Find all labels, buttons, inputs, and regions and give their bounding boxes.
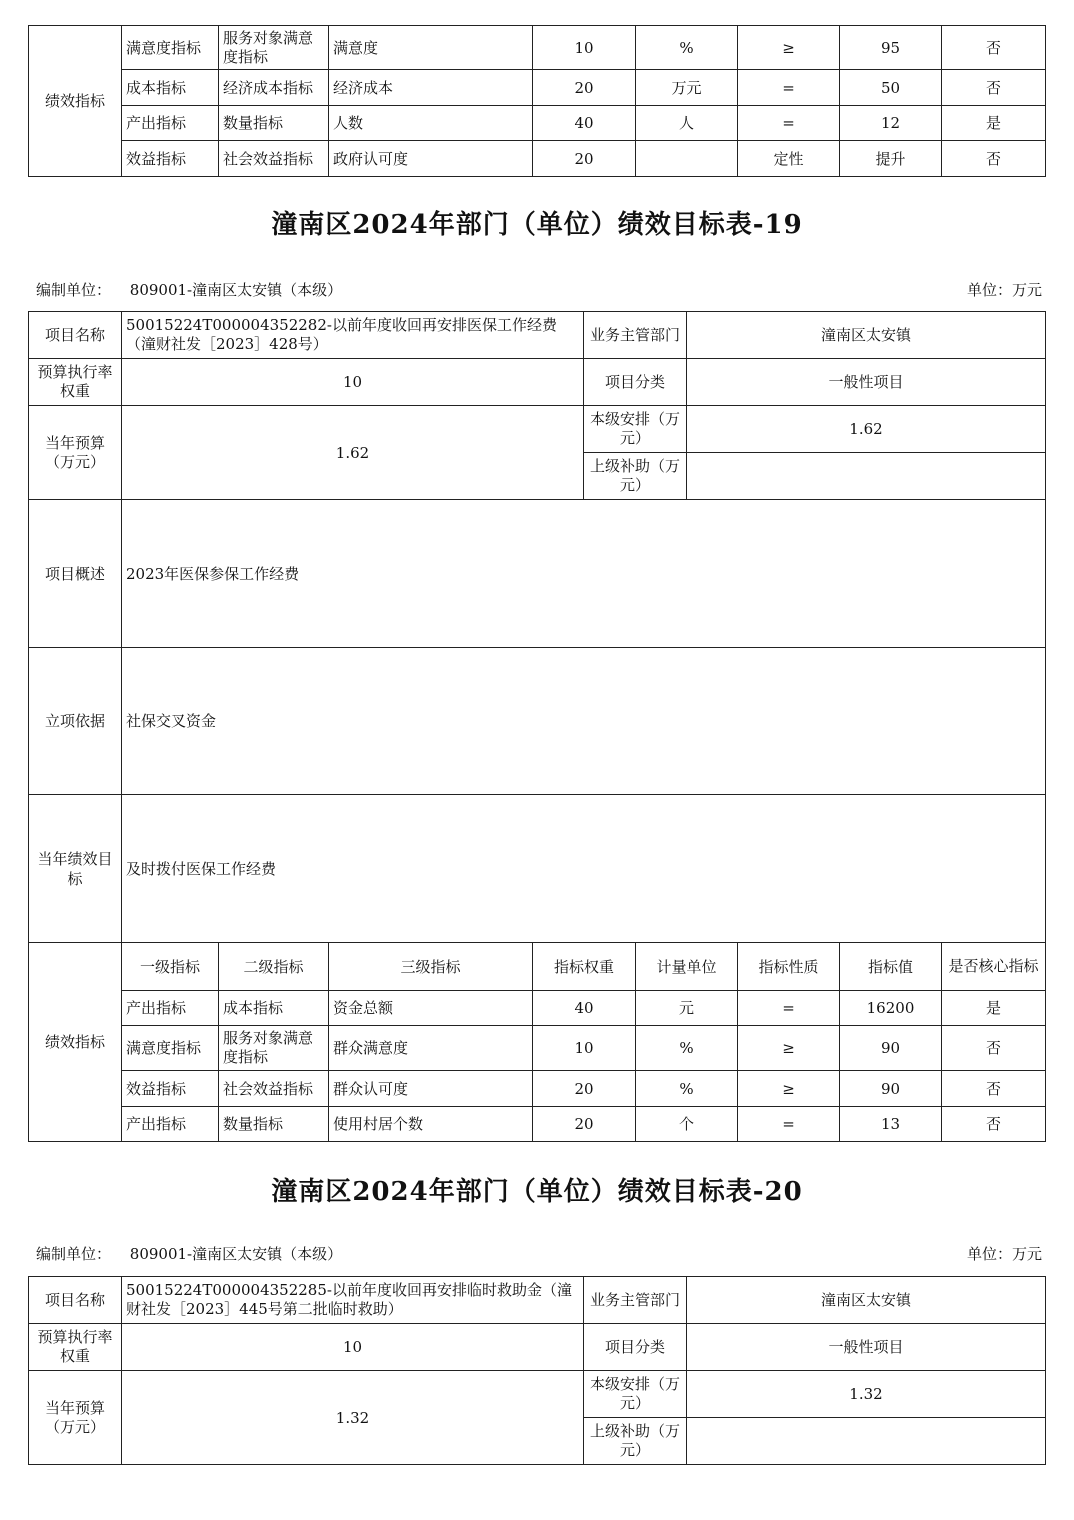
cell: ≥ bbox=[738, 26, 840, 70]
table-row bbox=[29, 1371, 1046, 1418]
dept-value: 潼南区太安镇 bbox=[687, 1277, 1046, 1324]
cell: 95 bbox=[840, 26, 942, 70]
cell: 否 bbox=[942, 1107, 1046, 1142]
cell: % bbox=[636, 1071, 738, 1107]
cell: 满意度指标 bbox=[122, 26, 219, 70]
currency-label: 单位：万元 bbox=[966, 1245, 1042, 1263]
dept-label: 业务主管部门 bbox=[584, 1277, 687, 1324]
category-label: 项目分类 bbox=[584, 1324, 687, 1371]
cell: 定性 bbox=[738, 141, 840, 177]
cell: 产出指标 bbox=[122, 106, 219, 141]
table-row bbox=[29, 991, 1046, 1026]
cell: 否 bbox=[942, 1026, 1046, 1071]
cell: 16200 bbox=[840, 991, 942, 1026]
budget-value: 1.32 bbox=[122, 1371, 584, 1465]
cell: 满意度 bbox=[329, 26, 533, 70]
column-header: 指标值 bbox=[840, 943, 942, 991]
cell: 20 bbox=[533, 70, 636, 106]
unit-value: 809001-潼南区太安镇（本级） bbox=[129, 1245, 343, 1263]
unit-label: 编制单位： bbox=[36, 281, 112, 299]
basis-label: 立项依据 bbox=[29, 648, 122, 795]
category-value: 一般性项目 bbox=[687, 359, 1046, 406]
cell: 元 bbox=[636, 991, 738, 1026]
subsidy-label: 上级补助（万元） bbox=[584, 1418, 687, 1465]
form19-info-table bbox=[28, 311, 1046, 943]
table-row bbox=[29, 1107, 1046, 1142]
subsidy-label: 上级补助（万元） bbox=[584, 453, 687, 500]
column-header: 计量单位 bbox=[636, 943, 738, 991]
goal-value: 及时拨付医保工作经费 bbox=[122, 795, 1046, 943]
exec-weight-label: 预算执行率权重 bbox=[29, 1324, 122, 1371]
cell: 20 bbox=[533, 1107, 636, 1142]
goal-label: 当年绩效目标 bbox=[29, 795, 122, 943]
unit-label: 编制单位： bbox=[36, 1245, 112, 1263]
cell: 50 bbox=[840, 70, 942, 106]
cell: 成本指标 bbox=[219, 991, 329, 1026]
cell: 产出指标 bbox=[122, 1107, 219, 1142]
category-label: 项目分类 bbox=[584, 359, 687, 406]
local-label: 本级安排（万元） bbox=[584, 406, 687, 453]
column-header: 指标权重 bbox=[533, 943, 636, 991]
local-value: 1.62 bbox=[687, 406, 1046, 453]
table-row bbox=[29, 648, 1046, 795]
table-row bbox=[29, 1277, 1046, 1324]
cell: 人 bbox=[636, 106, 738, 141]
dept-label: 业务主管部门 bbox=[584, 312, 687, 359]
column-header: 一级指标 bbox=[122, 943, 219, 991]
column-header: 是否核心指标 bbox=[942, 943, 1046, 991]
table-row bbox=[29, 141, 1046, 177]
table-row bbox=[29, 1071, 1046, 1107]
cell: 群众认可度 bbox=[329, 1071, 533, 1107]
cell: 90 bbox=[840, 1026, 942, 1071]
cell: 万元 bbox=[636, 70, 738, 106]
table-row bbox=[29, 1026, 1046, 1071]
column-header: 指标性质 bbox=[738, 943, 840, 991]
cell: 个 bbox=[636, 1107, 738, 1142]
cell: % bbox=[636, 26, 738, 70]
form20-meta bbox=[36, 1243, 1042, 1264]
subsidy-value bbox=[687, 453, 1046, 500]
budget-label: 当年预算（万元） bbox=[29, 1371, 122, 1465]
cell: 20 bbox=[533, 141, 636, 177]
currency-label: 单位：万元 bbox=[966, 281, 1042, 299]
cell: = bbox=[738, 1107, 840, 1142]
cell: 社会效益指标 bbox=[219, 1071, 329, 1107]
project-name-label: 项目名称 bbox=[29, 1277, 122, 1324]
cell: 提升 bbox=[840, 141, 942, 177]
table-row bbox=[29, 359, 1046, 406]
header-row bbox=[29, 943, 1046, 991]
budget-label: 当年预算（万元） bbox=[29, 406, 122, 500]
cell: 90 bbox=[840, 1071, 942, 1107]
cell: 否 bbox=[942, 26, 1046, 70]
cell: 效益指标 bbox=[122, 1071, 219, 1107]
overview-value: 2023年医保参保工作经费 bbox=[122, 500, 1046, 648]
exec-weight: 10 bbox=[122, 359, 584, 406]
table-row bbox=[29, 406, 1046, 453]
form19-indicator-table bbox=[28, 942, 1046, 1142]
local-value: 1.32 bbox=[687, 1371, 1046, 1418]
cell: 服务对象满意度指标 bbox=[219, 26, 329, 70]
cell: ≥ bbox=[738, 1026, 840, 1071]
table-row bbox=[29, 26, 1046, 70]
table-row bbox=[29, 312, 1046, 359]
cell: 经济成本 bbox=[329, 70, 533, 106]
project-name: 50015224T000004352282-以前年度收回再安排医保工作经费（潼财社发［2023］428号） bbox=[122, 312, 584, 359]
cell: 群众满意度 bbox=[329, 1026, 533, 1071]
cell: 政府认可度 bbox=[329, 141, 533, 177]
budget-value: 1.62 bbox=[122, 406, 584, 500]
cell: 经济成本指标 bbox=[219, 70, 329, 106]
exec-weight-label: 预算执行率权重 bbox=[29, 359, 122, 406]
cell: 40 bbox=[533, 991, 636, 1026]
cell: 20 bbox=[533, 1071, 636, 1107]
form19-title: 潼南区2024年部门（单位）绩效目标表-19 bbox=[271, 210, 803, 240]
cell: 使用村居个数 bbox=[329, 1107, 533, 1142]
table-row bbox=[29, 795, 1046, 943]
top-indicator-table bbox=[28, 25, 1046, 177]
cell: 人数 bbox=[329, 106, 533, 141]
cell: 13 bbox=[840, 1107, 942, 1142]
cell: 产出指标 bbox=[122, 991, 219, 1026]
cell: 资金总额 bbox=[329, 991, 533, 1026]
cell: 社会效益指标 bbox=[219, 141, 329, 177]
cell: 是 bbox=[942, 106, 1046, 141]
cell: 12 bbox=[840, 106, 942, 141]
form20-info-table bbox=[28, 1276, 1046, 1465]
project-name-label: 项目名称 bbox=[29, 312, 122, 359]
cell: 满意度指标 bbox=[122, 1026, 219, 1071]
table-row bbox=[29, 1324, 1046, 1371]
cell: 40 bbox=[533, 106, 636, 141]
cell: 10 bbox=[533, 26, 636, 70]
cell: 服务对象满意度指标 bbox=[219, 1026, 329, 1071]
cell: = bbox=[738, 106, 840, 141]
form19-meta bbox=[36, 279, 1042, 300]
cell: ≥ bbox=[738, 1071, 840, 1107]
form20-title: 潼南区2024年部门（单位）绩效目标表-20 bbox=[271, 1177, 803, 1207]
table-row bbox=[29, 500, 1046, 648]
cell: 成本指标 bbox=[122, 70, 219, 106]
category-value: 一般性项目 bbox=[687, 1324, 1046, 1371]
dept-value: 潼南区太安镇 bbox=[687, 312, 1046, 359]
local-label: 本级安排（万元） bbox=[584, 1371, 687, 1418]
cell bbox=[636, 141, 738, 177]
cell: 否 bbox=[942, 141, 1046, 177]
section-label: 绩效指标 bbox=[29, 26, 122, 177]
cell: 否 bbox=[942, 70, 1046, 106]
unit-value: 809001-潼南区太安镇（本级） bbox=[129, 281, 343, 299]
cell: 否 bbox=[942, 1071, 1046, 1107]
exec-weight: 10 bbox=[122, 1324, 584, 1371]
cell: % bbox=[636, 1026, 738, 1071]
column-header: 三级指标 bbox=[329, 943, 533, 991]
cell: 效益指标 bbox=[122, 141, 219, 177]
project-name: 50015224T000004352285-以前年度收回再安排临时救助金（潼财社发［2023］445号第二批临时救助） bbox=[122, 1277, 584, 1324]
cell: 10 bbox=[533, 1026, 636, 1071]
cell: = bbox=[738, 991, 840, 1026]
cell: 是 bbox=[942, 991, 1046, 1026]
cell: = bbox=[738, 70, 840, 106]
perf-label: 绩效指标 bbox=[29, 943, 122, 1142]
column-header: 二级指标 bbox=[219, 943, 329, 991]
subsidy-value bbox=[687, 1418, 1046, 1465]
basis-value: 社保交叉资金 bbox=[122, 648, 1046, 795]
cell: 数量指标 bbox=[219, 106, 329, 141]
overview-label: 项目概述 bbox=[29, 500, 122, 648]
table-row bbox=[29, 106, 1046, 141]
cell: 数量指标 bbox=[219, 1107, 329, 1142]
table-row bbox=[29, 70, 1046, 106]
